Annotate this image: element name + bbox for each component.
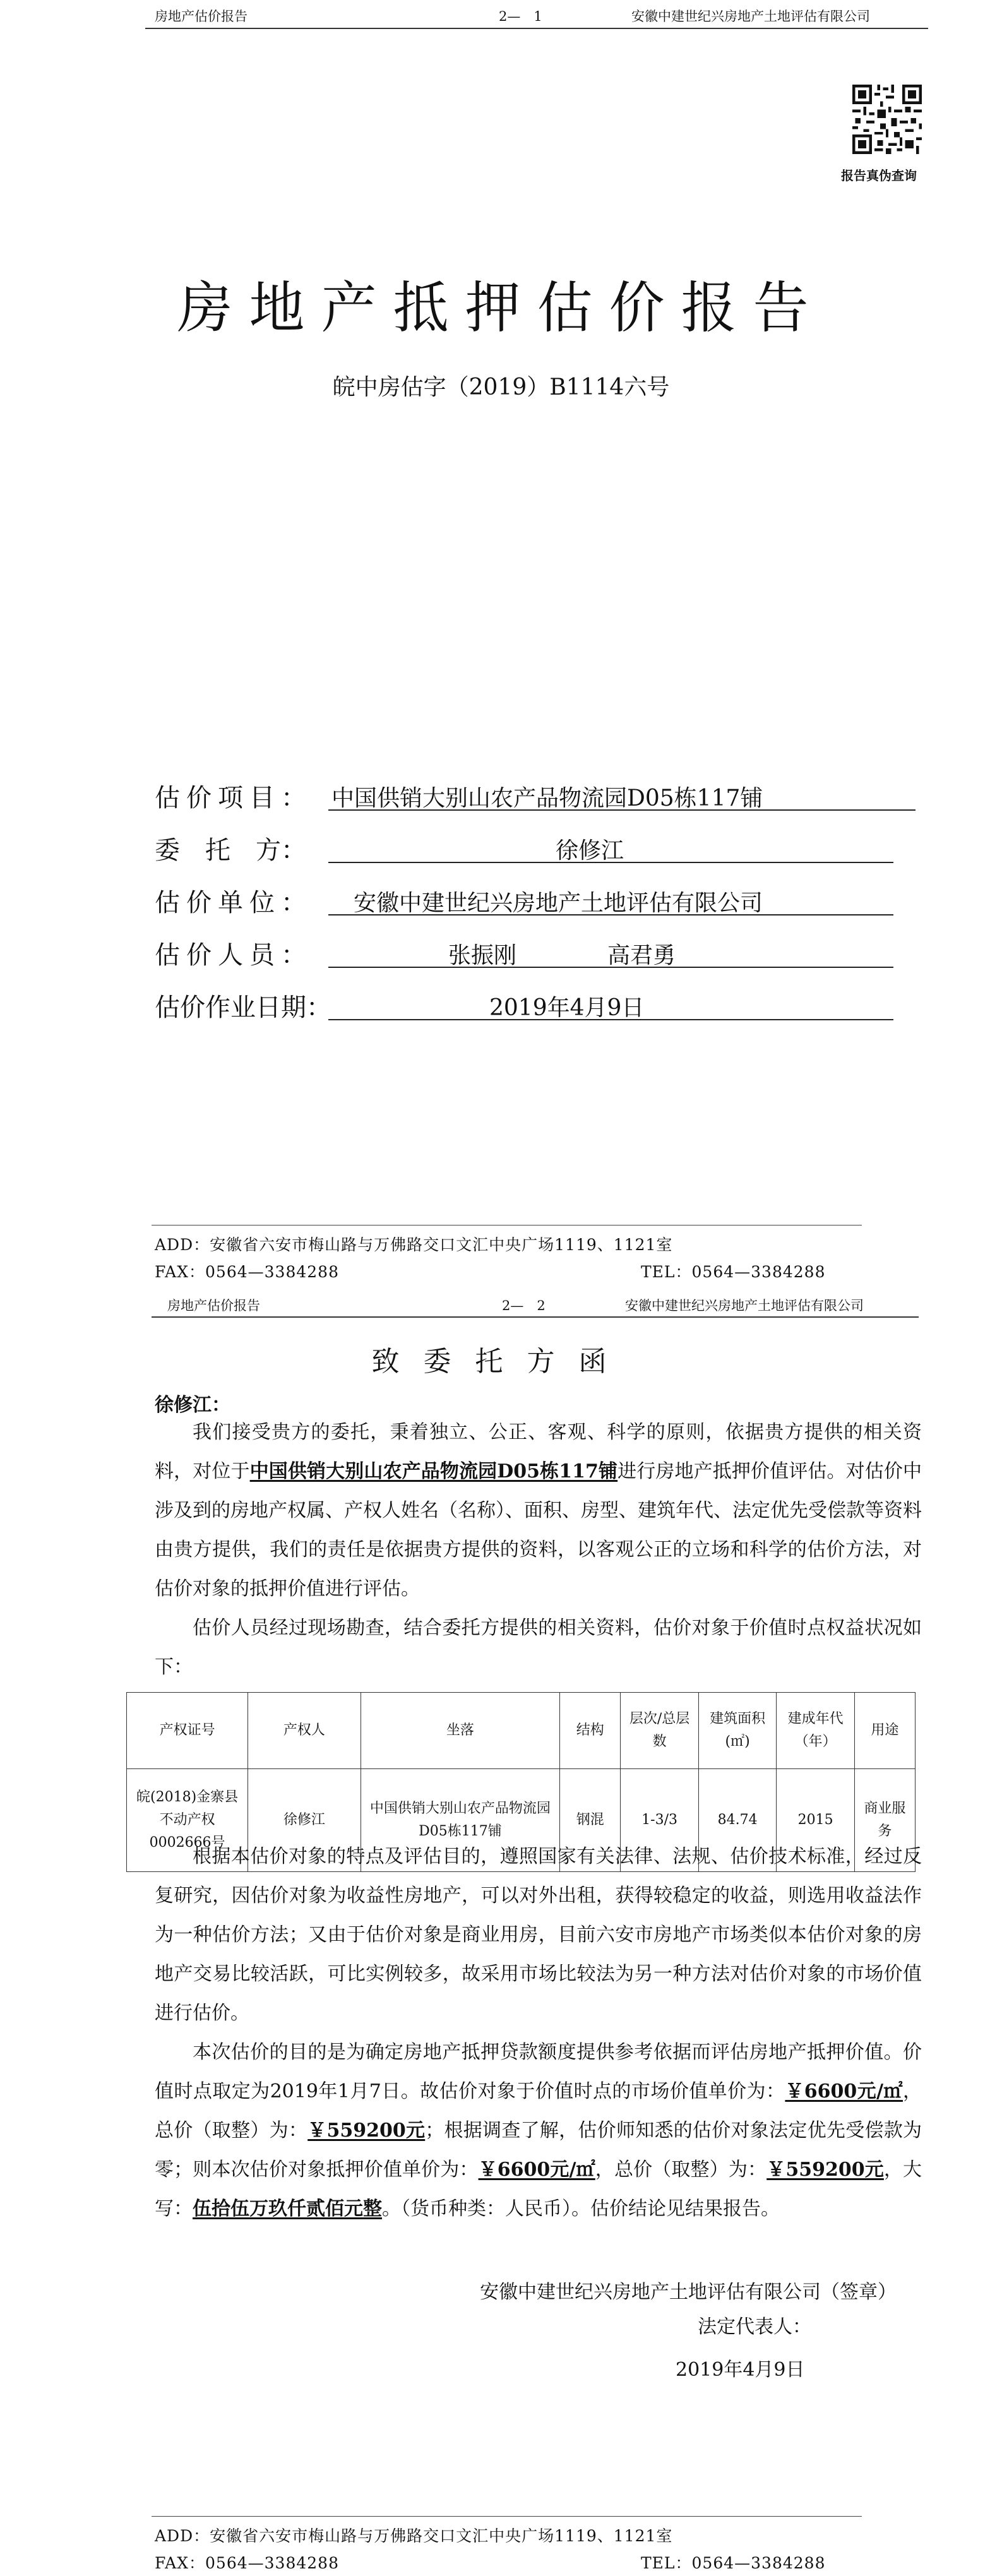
salutation: 徐修江：: [155, 1394, 230, 1416]
header-left: 房地产估价报告: [167, 1298, 260, 1313]
info-label-appraisers: 估价人员：: [155, 941, 313, 970]
signature-rep: 法定代表人：: [698, 2316, 811, 2338]
paragraph-1: [155, 1413, 922, 1609]
table-cell: 2015: [777, 1769, 855, 1872]
table-cell: 徐修江: [248, 1769, 361, 1872]
para1-text-c: 进行房地产抵押价值评估。对估价中涉及到的房地产权属、产权人姓名（名称）、面积、房型、建筑年代、法定优先受偿款等资料由贵方提供，我们的责任是依据贵方提供的资料，以客观公正的立场和科学的估价方法，对估价对象的抵押价值进行评估。: [155, 1460, 922, 1600]
info-value-company: 安徽中建世纪兴房地产土地评估有限公司: [354, 890, 763, 916]
info-label-client: 委 托 方：: [155, 836, 306, 865]
footer-fax: FAX：0564—3384288: [155, 1263, 339, 1281]
footer-fax: FAX：0564—3384288: [155, 2554, 339, 2572]
info-underline-appraisers: [328, 967, 893, 968]
report-title: 房地产抵押估价报告: [177, 275, 825, 340]
col-header: 层次/总层数: [621, 1693, 699, 1769]
info-value-project: 中国供销大别山农产品物流园D05栋117铺: [331, 785, 763, 811]
amount-in-words: 伍拾伍万玖仟贰佰元整: [193, 2198, 382, 2220]
paragraph-3: 根据本估价对象的特点及评估目的，遵照国家有关法律、法规、估价技术标准，经过反复研究，因估价对象为收益性房地产，可以对外出租，获得较稳定的收益，则选用收益法作为一种估价方法；又由于估价对象是商业用房，目前六安市房地产市场类似本估价对象的房地产交易比较活跃，可比实例较多，故采用市场比较法为另一种方法对估价对象的市场价值进行估价。: [155, 1846, 922, 2024]
col-header: 用途: [854, 1693, 915, 1769]
market-unit-price: ￥6600元/㎡: [785, 2080, 903, 2102]
header-right: 安徽中建世纪兴房地产土地评估有限公司: [625, 1298, 864, 1313]
table-cell: 钢混: [560, 1769, 621, 1872]
table-cell: 商业服务: [854, 1769, 915, 1872]
para1-property-name: 中国供销大别山农产品物流园D05栋117铺: [249, 1460, 618, 1482]
footer-address: ADD：安徽省六安市梅山路与万佛路交口文汇中央广场1119、1121室: [155, 1236, 673, 1254]
footer-tel: TEL：0564—3384288: [641, 2554, 826, 2572]
info-underline-project: [328, 809, 916, 811]
para4-text: ，大写：: [155, 2159, 922, 2220]
col-header: 结构: [560, 1693, 621, 1769]
table-cell: 中国供销大别山农产品物流园D05栋117铺: [361, 1769, 560, 1872]
letter-title: 致委托方函: [371, 1345, 631, 1378]
para1-text-a: 我们接受贵方的委托，秉着独立、公正、客观、科学的原则，依据贵方提供的相关资料，对位于: [155, 1421, 922, 1482]
para4-text: ；根据调查了解，估价师知悉的估价对象法定优先受偿款为零；则本次估价对象抵押价值单价为：: [155, 2120, 922, 2181]
para4-text: 本次估价的目的是为确定房地产抵押贷款额度提供参考依据而评估房地产抵押价值。价值时点取定为2019年1月7日。故估价对象于价值时点的市场价值单价为：: [155, 2041, 922, 2102]
col-header: 建成年代（年）: [777, 1693, 855, 1769]
header-page-number: 2— 1: [499, 9, 542, 24]
header-left: 房地产估价报告: [155, 9, 248, 24]
info-label-date: 估价作业日期：: [155, 993, 331, 1022]
mortgage-total-price: ￥559200元: [766, 2159, 884, 2181]
header-page-number: 2— 2: [502, 1298, 546, 1313]
mortgage-unit-price: ￥6600元/㎡: [478, 2159, 595, 2181]
paragraph-4: [155, 2033, 922, 2229]
para4-text: ，总价（取整）为：: [595, 2159, 767, 2181]
header-right: 安徽中建世纪兴房地产土地评估有限公司: [631, 9, 870, 24]
info-value-date: 2019年4月9日: [489, 995, 645, 1021]
qr-caption: 报告真伪查询: [841, 168, 917, 183]
header-rule: [152, 1316, 919, 1318]
info-underline-client: [328, 862, 893, 863]
para4-text: ，总价（取整）为：: [155, 2080, 922, 2142]
footer-address: ADD：安徽省六安市梅山路与万佛路交口文汇中央广场1119、1121室: [155, 2527, 673, 2545]
signature-company: 安徽中建世纪兴房地产土地评估有限公司（签章）: [480, 2281, 897, 2303]
info-label-company: 估价单位：: [155, 888, 313, 917]
table-header-row: [127, 1693, 916, 1769]
footer-rule: [152, 2516, 862, 2517]
table-cell: 84.74: [698, 1769, 777, 1872]
market-total-price: ￥559200元: [307, 2120, 426, 2142]
paragraph-2: 估价人员经过现场勘查，结合委托方提供的相关资料，估价对象于价值时点权益状况如下：: [155, 1617, 922, 1678]
col-header: 建筑面积(㎡): [698, 1693, 777, 1769]
info-underline-company: [328, 914, 893, 915]
info-value-appraisers: 张振刚 高君勇: [448, 943, 676, 969]
footer-tel: TEL：0564—3384288: [641, 1263, 826, 1281]
col-header: 产权证号: [127, 1693, 248, 1769]
table-cell: 皖(2018)金寨县不动产权0002666号: [127, 1769, 248, 1872]
letter-body-bottom: [155, 1837, 922, 2229]
doc-number: 皖中房估字（2019）B1114六号: [332, 374, 670, 400]
info-value-client: 徐修江: [556, 838, 624, 864]
col-header: 产权人: [248, 1693, 361, 1769]
header-rule: [145, 28, 928, 29]
col-header: 坐落: [361, 1693, 560, 1769]
letter-body-top: [155, 1413, 922, 1687]
para4-text: 。（货币种类：人民币）。估价结论见结果报告。: [382, 2198, 780, 2220]
info-label-project: 估价项目：: [155, 784, 313, 813]
info-underline-date: [328, 1019, 893, 1020]
signature-date: 2019年4月9日: [676, 2359, 805, 2381]
table-cell: 1-3/3: [621, 1769, 699, 1872]
qr-code-icon[interactable]: [852, 82, 922, 157]
